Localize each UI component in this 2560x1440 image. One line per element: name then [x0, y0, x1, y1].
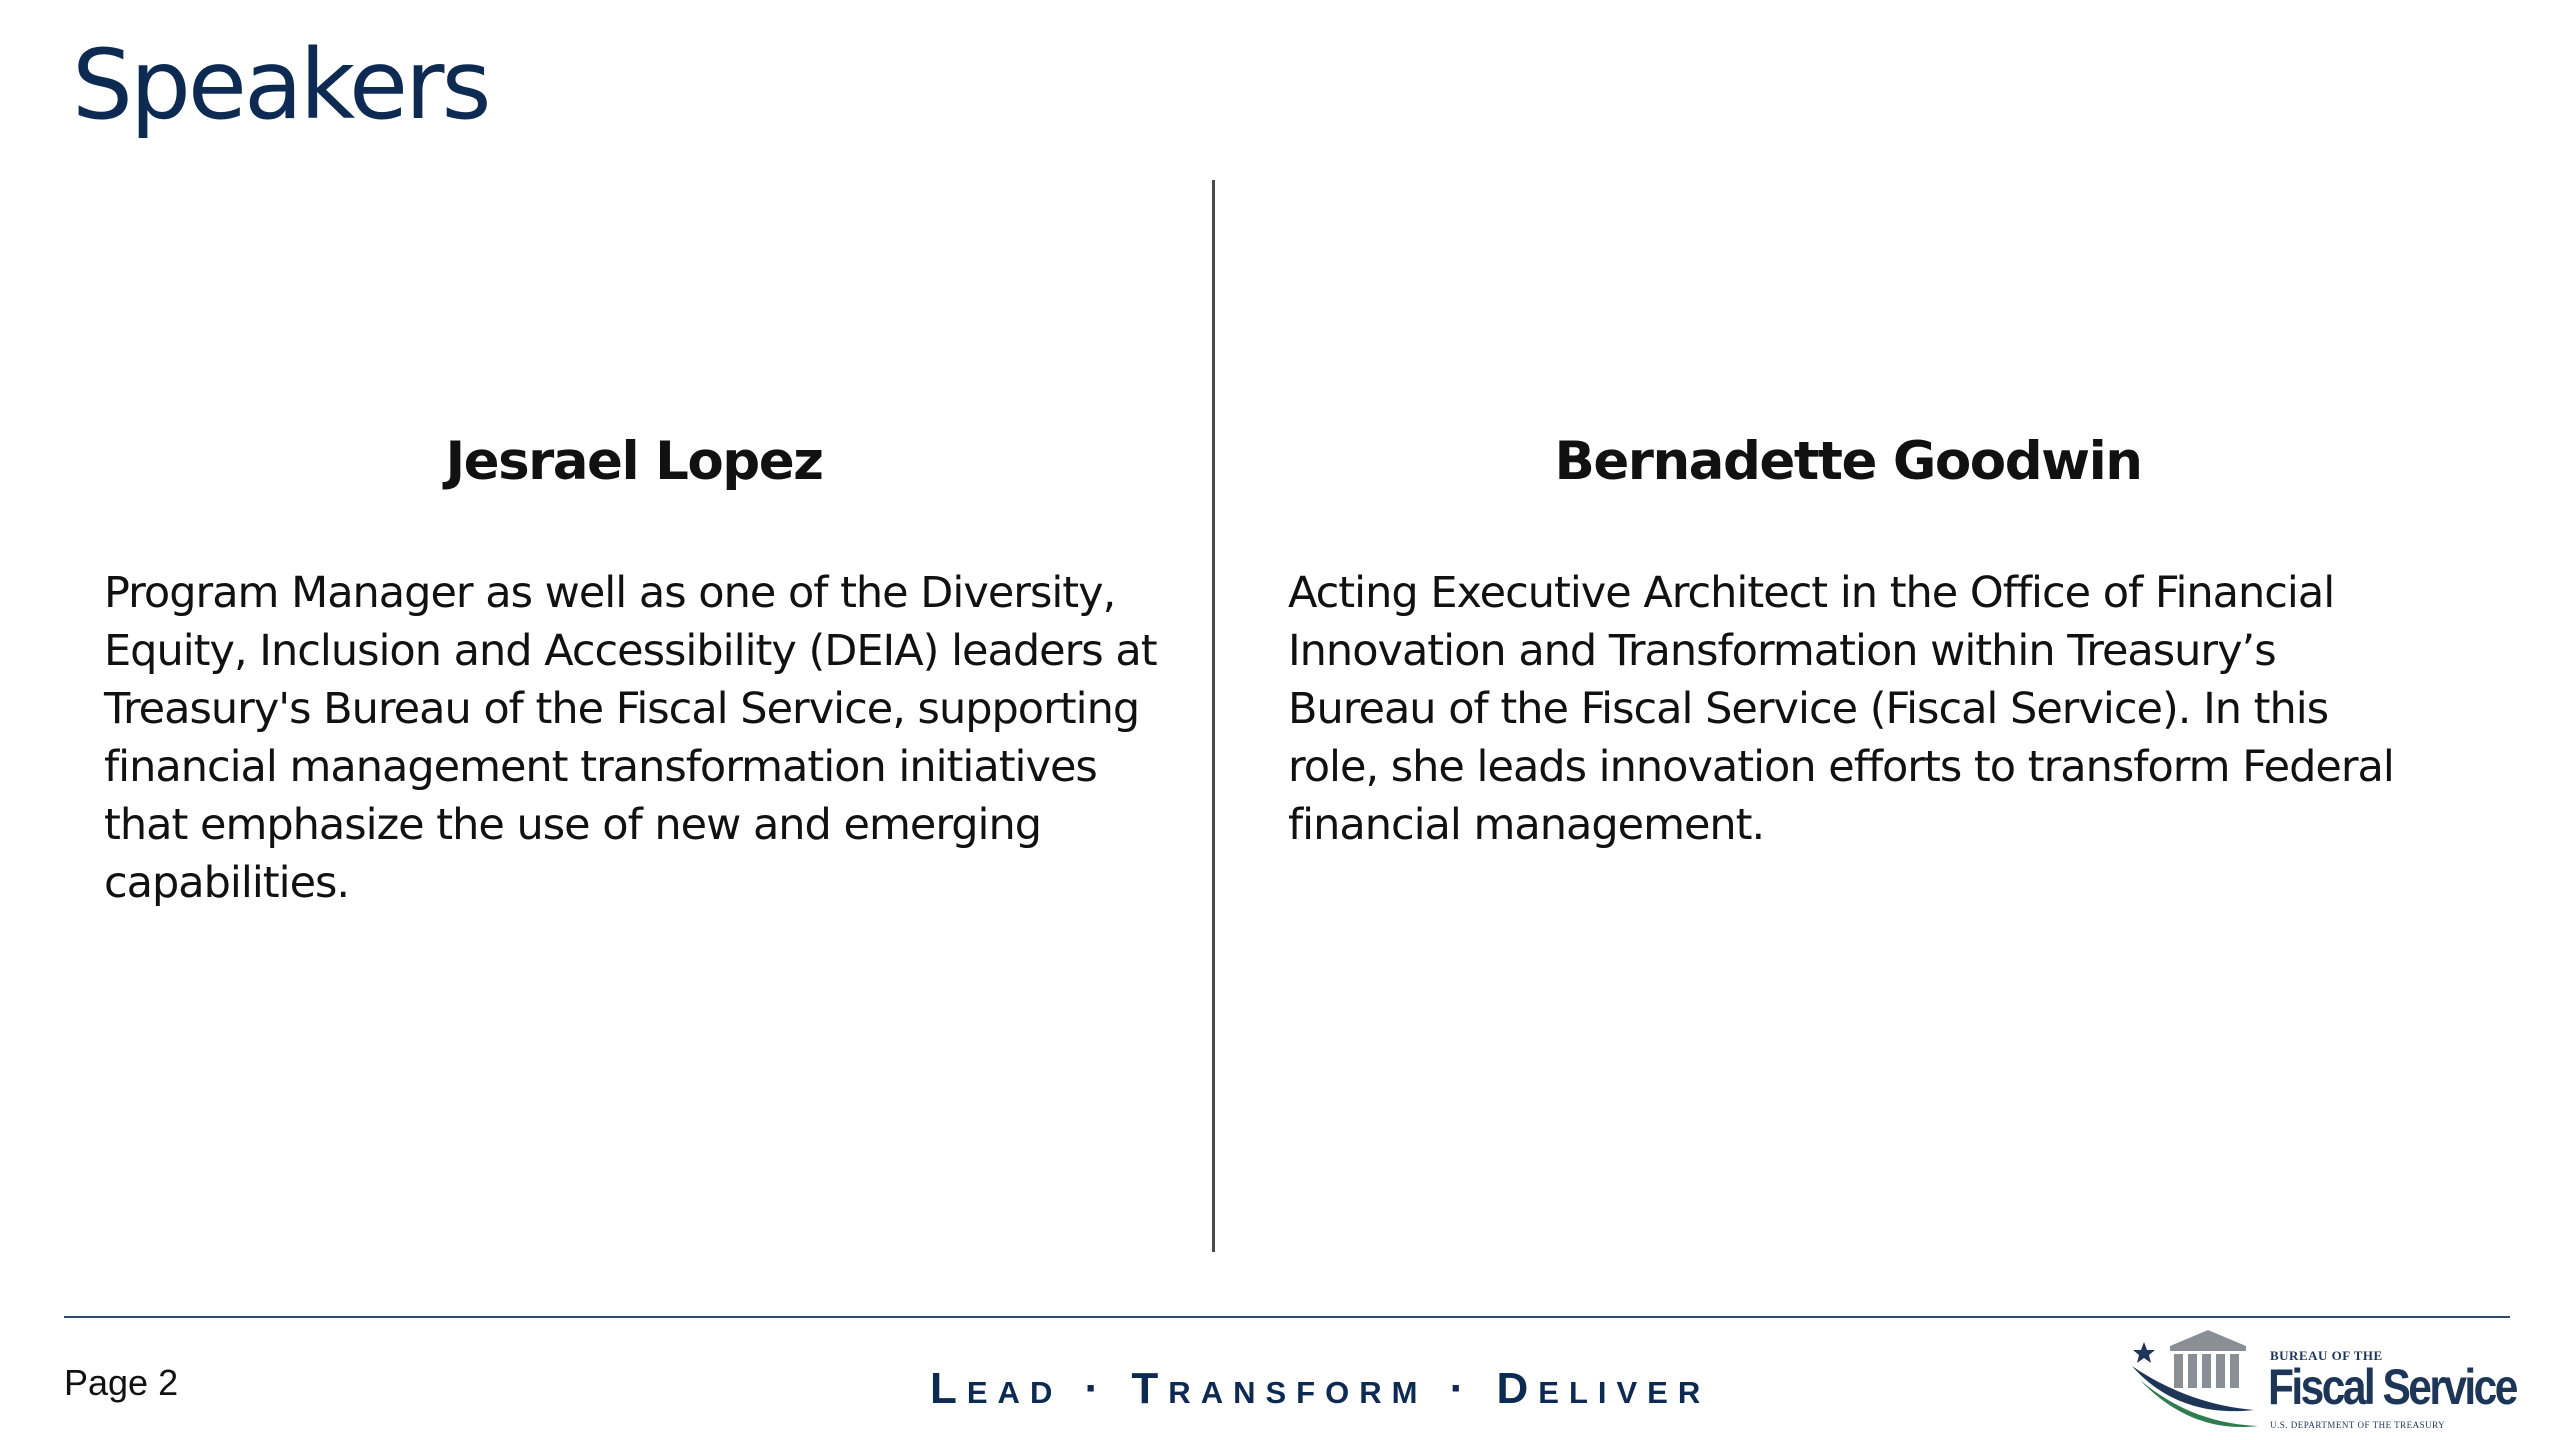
footer-rule	[64, 1316, 2510, 1318]
footer-tagline: Lead · Transform · Deliver	[930, 1364, 1711, 1413]
speaker-bio: Acting Executive Architect in the Office of Financial Innovation and Transformation within Treasury’s Bureau of the Fiscal Service (Fiscal Service). In this role, she leads innovation efforts to transform Federal financial management.	[1288, 567, 2394, 850]
fiscal-service-logo	[2130, 1320, 2516, 1438]
speaker-bio: Program Manager as well as one of the Diversity, Equity, Inclusion and Accessibility (DEIA) leaders at Treasury's Bureau of the Fiscal Service, supporting financial management transformation initiatives that emphasize the use of new and emerging capabilities.	[104, 567, 1157, 908]
page-number: Page 2	[64, 1362, 179, 1403]
logo-bottom-text: U.S. DEPARTMENT OF THE TREASURY	[2270, 1420, 2446, 1430]
speaker-card-right	[1288, 430, 2408, 854]
slide-title: Speakers	[72, 29, 489, 141]
speaker-name: Bernadette Goodwin	[1554, 431, 2142, 492]
speaker-name: Jesrael Lopez	[445, 431, 823, 492]
speaker-card-left	[104, 430, 1164, 912]
column-divider	[1212, 180, 1215, 1252]
logo-top-text: BUREAU OF THE	[2270, 1348, 2383, 1363]
logo-main-text: Fiscal Service	[2268, 1359, 2516, 1415]
